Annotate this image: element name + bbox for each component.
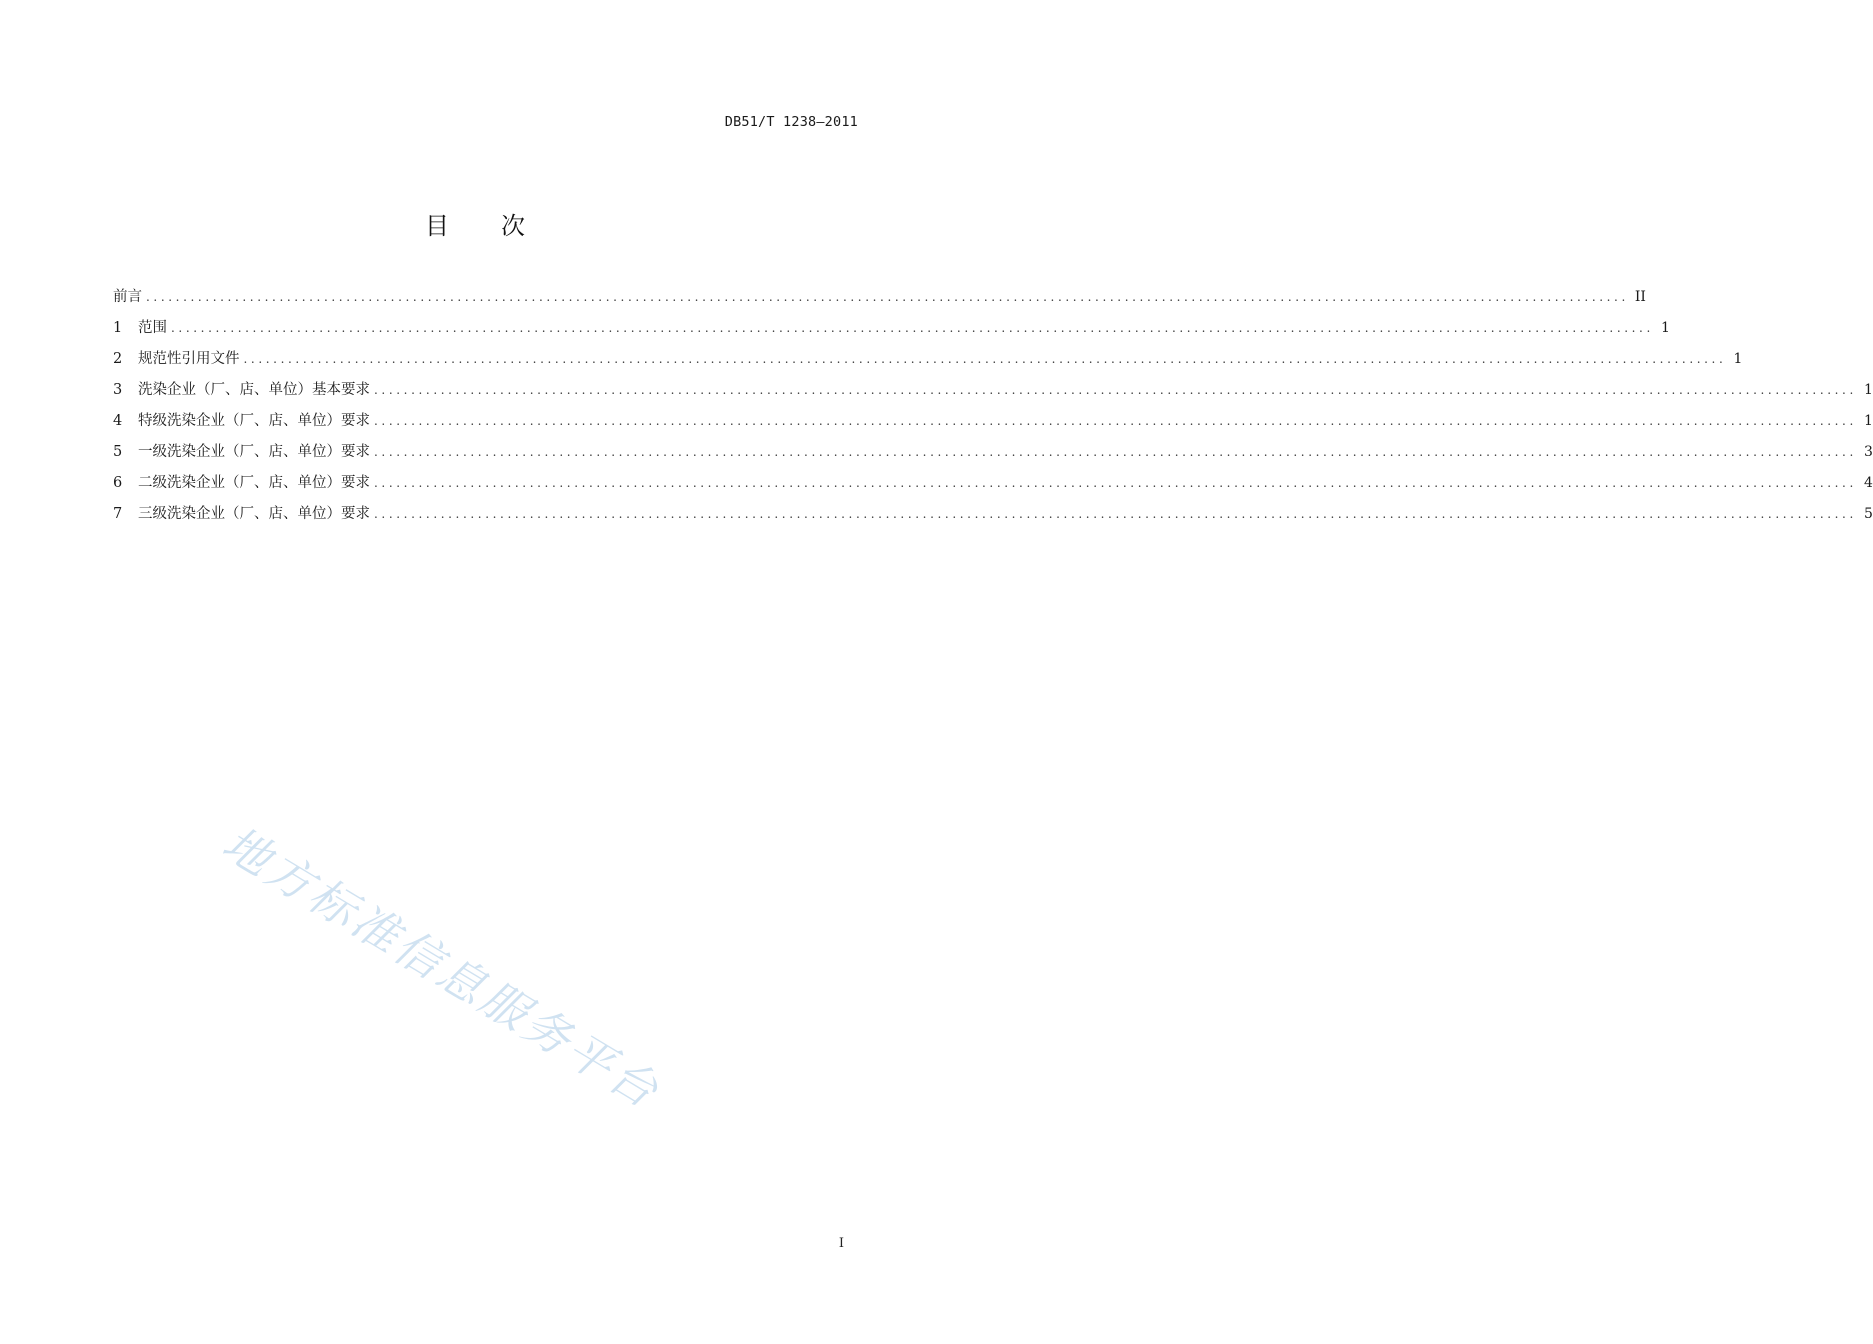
toc-entry-label: 范围: [138, 320, 167, 336]
toc-leader-dots: ........................................................................................................................................................................................................: [374, 507, 1857, 521]
toc-entry-number: 5: [113, 444, 123, 460]
toc-title: [0, 206, 950, 241]
toc-entry-5[interactable]: [113, 441, 1873, 472]
toc-entry-page: 4: [1863, 475, 1873, 491]
toc-entry-label: 三级洗染企业（厂、店、单位）要求: [138, 506, 370, 522]
toc-title-part2: 次: [501, 212, 525, 240]
toc-entry-page: 1: [1863, 413, 1873, 429]
toc-leader-dots: ........................................................................................................................................................................................................: [171, 321, 1654, 335]
toc-entry-number: 3: [113, 382, 123, 398]
toc-entry-4[interactable]: [113, 410, 1873, 441]
toc-entry-2[interactable]: [113, 348, 1743, 379]
toc-entry-label: 前言: [113, 289, 142, 305]
toc-entry-label: 一级洗染企业（厂、店、单位）要求: [138, 444, 370, 460]
toc-title-part1: 目: [425, 212, 449, 240]
toc-leader-dots: ........................................................................................................................................................................................................: [374, 476, 1857, 490]
toc-entry-label: 二级洗染企业（厂、店、单位）要求: [138, 475, 370, 491]
toc-entry-page: 3: [1863, 444, 1873, 460]
page-number: I: [838, 1236, 844, 1251]
watermark: 地方标准信息服务平台: [213, 815, 670, 1120]
toc-entry-number: 2: [113, 351, 123, 367]
toc-entry-1[interactable]: [113, 317, 1670, 348]
toc-list: [113, 286, 1873, 534]
toc-leader-dots: ........................................................................................................................................................................................................: [374, 414, 1857, 428]
toc-leader-dots: ........................................................................................................................................................................................................: [374, 383, 1857, 397]
toc-entry-label: 特级洗染企业（厂、店、单位）要求: [138, 413, 370, 429]
toc-entry-page: 1: [1660, 320, 1670, 336]
toc-entry-6[interactable]: [113, 472, 1873, 503]
toc-leader-dots: ........................................................................................................................................................................................................: [146, 290, 1629, 304]
toc-leader-dots: ........................................................................................................................................................................................................: [243, 352, 1727, 366]
toc-entry-number: 6: [113, 475, 123, 491]
standard-code: DB51/T 1238—2011: [724, 114, 858, 130]
toc-entry-label: 洗染企业（厂、店、单位）基本要求: [138, 382, 370, 398]
toc-entry-7[interactable]: [113, 503, 1873, 534]
toc-leader-dots: ........................................................................................................................................................................................................: [374, 445, 1857, 459]
toc-entry-number: 4: [113, 413, 123, 429]
toc-entry-page: II: [1634, 289, 1646, 305]
toc-entry-page: 1: [1733, 351, 1743, 367]
toc-entry-3[interactable]: [113, 379, 1873, 410]
toc-entry-foreword[interactable]: [113, 286, 1646, 317]
toc-entry-label: 规范性引用文件: [138, 351, 240, 367]
toc-entry-page: 1: [1863, 382, 1873, 398]
toc-entry-number: 7: [113, 506, 123, 522]
toc-entry-page: 5: [1863, 506, 1873, 522]
toc-entry-number: 1: [113, 320, 123, 336]
